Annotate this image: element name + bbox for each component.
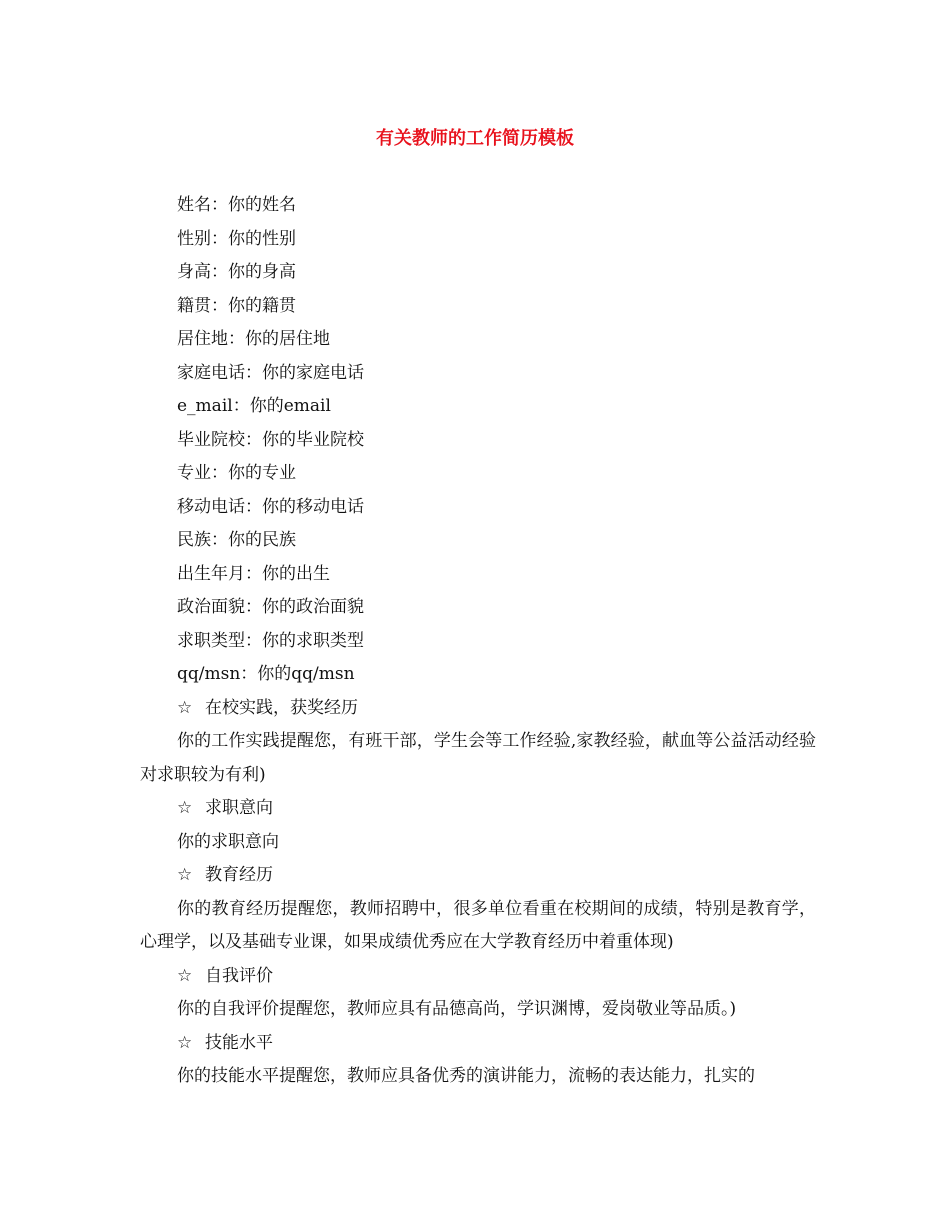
section-heading-education: ☆ 教育经历 [140,859,816,893]
section-heading-skills: ☆ 技能水平 [140,1027,816,1061]
field-name: 姓名：你的姓名 [177,195,296,215]
section-body-practice: 你的工作实践提醒您，有班干部，学生会等工作经验,家教经验，献血等公益活动经验对求职较为有利) [140,731,816,785]
field-gender: 性别：你的性别 [177,228,296,249]
field-home-phone: 家庭电话：你的家庭电话 [177,362,364,383]
star-icon: ☆ [177,697,193,718]
document-title: 有关教师的工作简历模板 [376,128,574,149]
field-qq-msn: qq/msn：你的qq/msn [177,664,355,684]
star-icon: ☆ [177,965,193,986]
field-hometown: 籍贯：你的籍贯 [177,295,296,316]
section-heading-practice: ☆ 在校实践，获奖经历 [140,692,816,726]
section-heading-objective: ☆ 求职意向 [140,792,816,826]
field-ethnicity: 民族：你的民族 [177,530,296,550]
field-job-type: 求职类型：你的求职类型 [177,630,364,651]
field-school: 毕业院校：你的毕业院校 [177,429,364,450]
field-height: 身高：你的身高 [177,262,296,282]
section-body-objective: 你的求职意向 [177,831,279,852]
resume-content [140,189,816,1094]
field-major: 专业：你的专业 [177,463,296,483]
section-body-self-evaluation: 你的自我评价提醒您，教师应具有品德高尚，学识渊博，爱岗敬业等品质。) [177,999,737,1019]
field-birth: 出生年月：你的出生 [177,563,330,584]
field-residence: 居住地：你的居住地 [177,329,330,349]
field-mobile: 移动电话：你的移动电话 [177,496,364,517]
section-body-education: 你的教育经历提醒您，教师招聘中，很多单位看重在校期间的成绩，特别是教育学，心理学，以及基础专业课，如果成绩优秀应在大学教育经历中着重体现) [140,898,816,952]
section-body-skills: 你的技能水平提醒您，教师应具备优秀的演讲能力，流畅的表达能力，扎实的 [177,1066,755,1086]
star-icon: ☆ [177,798,193,818]
star-icon: ☆ [177,865,193,885]
field-email: e_mail：你的email [177,396,331,416]
star-icon: ☆ [177,1032,193,1053]
section-heading-self-evaluation: ☆ 自我评价 [140,960,816,994]
field-political-status: 政治面貌：你的政治面貌 [177,597,364,617]
